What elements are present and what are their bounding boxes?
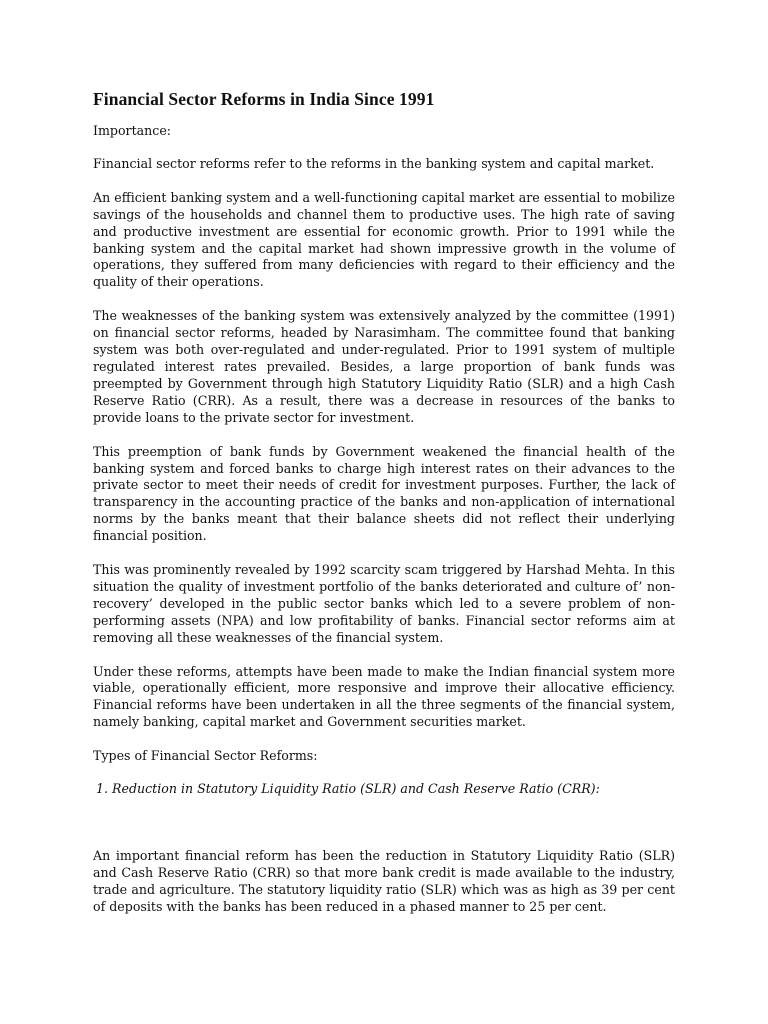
document-page [93,88,675,933]
types-label: Types of Financial Sector Reforms: [93,748,318,764]
importance-label: Importance: [93,123,172,138]
paragraph-preemption: This preemption of bank funds by Government weakened the financial health of the banking system and forced banks to charge high interest rates on their advances to the private sector to meet their needs of credit for investment purposes. Further, the lack of transparency in the accounting practice of the banks and non-application of international norms by the banks meant that their balance sheets did not reflect their underlying financial position. [93,443,675,544]
subheading-slr-crr: 1. Reduction in Statutory Liquidity Ratio (SLR) and Cash Reserve Ratio (CRR): [96,781,600,797]
paragraph-slr-crr-reduction: An important financial reform has been the reduction in Statutory Liquidity Ratio (SLR) and Cash Reserve Ratio (CRR) so that more bank credit is made available to the industry, trade and agriculture. The statutory liquidity ratio (SLR) which was as high as 39 per cent of deposits with the banks has been reduced in a phased manner to 25 per cent. [93,848,675,914]
paragraph-reforms-aims: Under these reforms, attempts have been made to make the Indian financial system more viable, operationally efficient, more responsive and improve their allocative efficiency. Financial reforms have been undertaken in all the three segments of the financial system, namely banking, capital market and Government securities market. [93,663,675,730]
paragraph-definition: Financial sector reforms refer to the reforms in the banking system and capital market. [93,155,655,171]
document-title: Financial Sector Reforms in India Since 1991 [93,89,435,109]
paragraph-banking-weaknesses: The weaknesses of the banking system was extensively analyzed by the committee (1991) on financial sector reforms, headed by Narasimham. The committee found that banking system was both over-regulated and under-regulated. Prior to 1991 system of multiple regulated interest rates prevailed. Besides, a large proportion of bank funds was preempted by Government through high Statutory Liquidity Ratio (SLR) and a high Cash Reserve Ratio (CRR). As a result, there was a decrease in resources of the banks to provide loans to the private sector for investment. [93,308,675,425]
paragraph-efficient-banking: An efficient banking system and a well-functioning capital market are essential to mobilize savings of the households and channel them to productive uses. The high rate of saving and productive investment are essential for economic growth. Prior to 1991 while the banking system and the capital market had shown impressive growth in the volume of operations, they suffered from many deficiencies with regard to their efficiency and the quality of their operations. [93,189,675,290]
paragraph-scam: This was prominently revealed by 1992 scarcity scam triggered by Harshad Mehta. In this situation the quality of investment portfolio of the banks deteriorated and culture of’ non-recovery’ developed in the public sector banks which led to a severe problem of non-performing assets (NPA) and low profitability of banks. Financial sector reforms aim at removing all these weaknesses of the financial system. [93,562,675,645]
